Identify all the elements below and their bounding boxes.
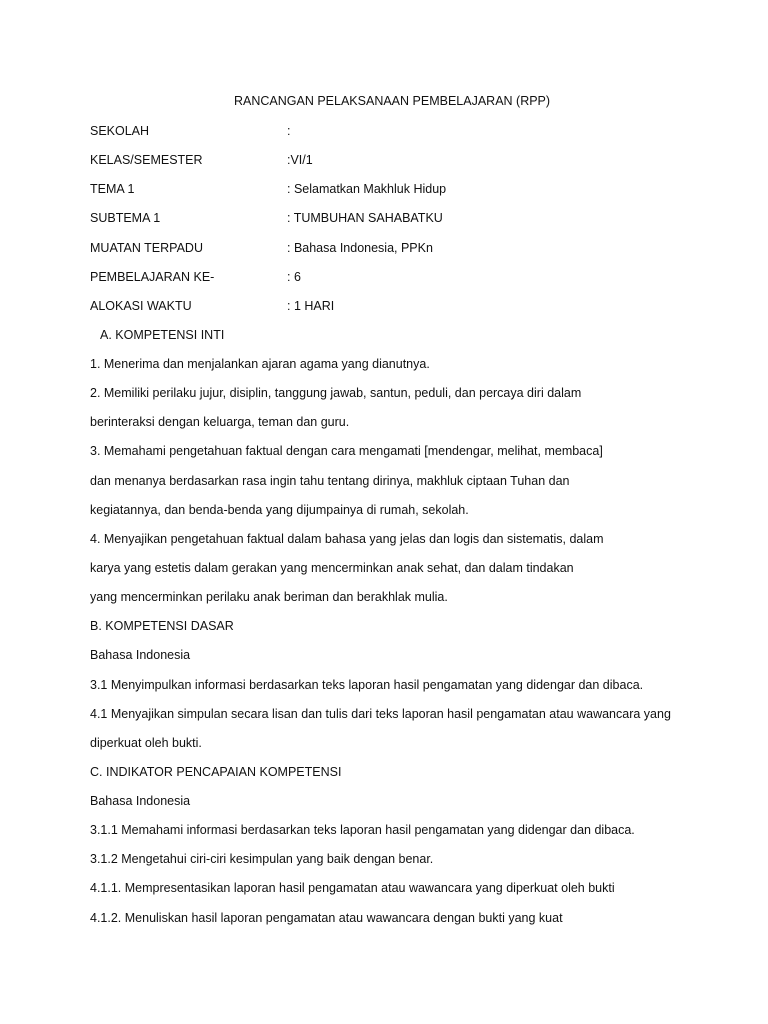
section-a-line: berinteraksi dengan keluarga, teman dan guru. — [90, 415, 350, 429]
field-label-kelas: KELAS/SEMESTER — [90, 153, 203, 167]
section-c-heading: C. INDIKATOR PENCAPAIAN KOMPETENSI — [90, 765, 342, 779]
field-label-sekolah: SEKOLAH — [90, 124, 150, 138]
section-a-line: kegiatannya, dan benda-benda yang dijumpainya di rumah, sekolah. — [90, 503, 469, 517]
field-label-alokasi: ALOKASI WAKTU — [90, 299, 192, 313]
field-value-pembelajaran: : 6 — [287, 270, 301, 284]
section-b-line: diperkuat oleh bukti. — [90, 736, 202, 750]
section-a-line: dan menanya berdasarkan rasa ingin tahu tentang dirinya, makhluk ciptaan Tuhan dan — [90, 474, 570, 488]
field-label-pembelajaran: PEMBELAJARAN KE- — [90, 270, 215, 284]
section-c-line: 3.1.2 Mengetahui ciri-ciri kesimpulan yang baik dengan benar. — [90, 852, 434, 866]
section-a-line: karya yang estetis dalam gerakan yang mencerminkan anak sehat, dan dalam tindakan — [90, 561, 574, 575]
section-c-line: 4.1.1. Mempresentasikan laporan hasil pengamatan atau wawancara yang diperkuat oleh bukti — [90, 881, 615, 895]
field-value-alokasi: : 1 HARI — [287, 299, 335, 313]
section-a-line: 4. Menyajikan pengetahuan faktual dalam bahasa yang jelas dan logis dan sistematis, dalam — [90, 532, 604, 546]
section-b-subheading: Bahasa Indonesia — [90, 648, 191, 662]
section-c-line: 4.1.2. Menuliskan hasil laporan pengamatan atau wawancara dengan bukti yang kuat — [90, 911, 563, 925]
field-value-sekolah: : — [287, 124, 291, 138]
section-a-line: 2. Memiliki perilaku jujur, disiplin, tanggung jawab, santun, peduli, dan percaya diri dalam — [90, 386, 582, 400]
field-value-subtema: : TUMBUHAN SAHABATKU — [287, 211, 443, 225]
document-title: RANCANGAN PELAKSANAAN PEMBELAJARAN (RPP) — [234, 94, 551, 108]
field-value-muatan: : Bahasa Indonesia, PPKn — [287, 241, 433, 255]
section-a-line: 3. Memahami pengetahuan faktual dengan cara mengamati [mendengar, melihat, membaca] — [90, 444, 603, 458]
section-a-line: yang mencerminkan perilaku anak beriman dan berakhlak mulia. — [90, 590, 448, 604]
field-label-tema: TEMA 1 — [90, 182, 135, 196]
section-b-heading: B. KOMPETENSI DASAR — [90, 619, 234, 633]
section-a-heading: A. KOMPETENSI INTI — [100, 328, 225, 342]
field-value-kelas: :VI/1 — [287, 153, 313, 167]
section-c-subheading: Bahasa Indonesia — [90, 794, 191, 808]
section-a-line: 1. Menerima dan menjalankan ajaran agama yang dianutnya. — [90, 357, 430, 371]
field-label-muatan: MUATAN TERPADU — [90, 241, 203, 255]
section-b-line: 3.1 Menyimpulkan informasi berdasarkan teks laporan hasil pengamatan yang didengar dan dibaca. — [90, 678, 644, 692]
section-c-line: 3.1.1 Memahami informasi berdasarkan teks laporan hasil pengamatan yang didengar dan dibaca. — [90, 823, 635, 837]
field-label-subtema: SUBTEMA 1 — [90, 211, 161, 225]
field-value-tema: : Selamatkan Makhluk Hidup — [287, 182, 447, 196]
section-b-line: 4.1 Menyajikan simpulan secara lisan dan tulis dari teks laporan hasil pengamatan atau wawancara yang — [90, 707, 671, 721]
